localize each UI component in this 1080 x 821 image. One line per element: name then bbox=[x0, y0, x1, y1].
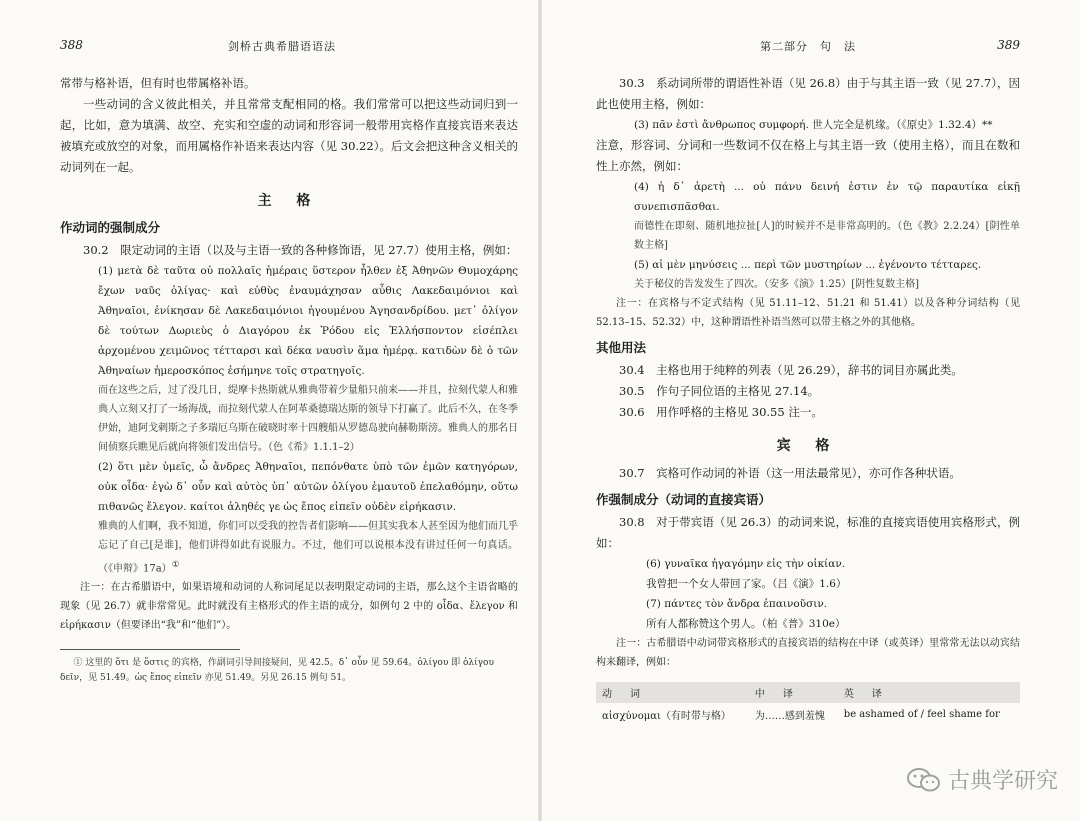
section-30-7: 30.7 宾格可作动词的补语（这一用法最常见），亦可作各种状语。 bbox=[619, 466, 961, 480]
footnote-mark[interactable]: ① bbox=[171, 559, 180, 569]
wechat-icon bbox=[906, 767, 942, 793]
intro-line: 常带与格补语，但有时也带属格补语。 bbox=[60, 76, 256, 90]
watermark bbox=[906, 764, 1058, 795]
example-4-greek: (4) ἡ δ᾽ ἀρετὴ ... οὐ πάνυ δεινή ἐστιν ἐν τῷ παραυτίκα εἰκῇ συνεπισπᾶσθαι. bbox=[634, 181, 1020, 213]
table-cell: 为……感到羞愧 bbox=[754, 711, 825, 722]
right-page-number: 389 bbox=[997, 38, 1020, 52]
example-6-greek: (6) γυναῖκα ἠγαγόμην εἰς τὴν οἰκίαν. bbox=[646, 558, 846, 570]
verb-table bbox=[596, 682, 1020, 726]
example-3: (3) πᾶν ἐστὶ ἄνθρωπος συμφορή. 世人完全是机缘。（《原史》1.32.4）** bbox=[634, 119, 993, 131]
example-2-greek: (2) ὅτι μὲν ὑμεῖς, ὦ ἄνδρες Ἀθηναῖοι, πεπόνθατε ὑπὸ τῶν ἐμῶν κατηγόρων, οὐκ οἶδα· ἐγὼ δ᾽ οὖν καὶ αὐτὸς ὑπ᾽ αὐτῶν ὀλίγου ἐμαυτοῦ ἐπελαθόμην, οὕτω πιθανῶς ἔλεγον. καίτοι ἀληθές γε ὡς ἔπος εἰπεῖν οὐδὲν εἰρήκασιν. bbox=[98, 461, 518, 513]
section-30-8: 30.8 对于带宾语（见 26.3）的动词来说，标准的直接宾语使用宾格形式，例如： bbox=[596, 515, 1020, 550]
left-page-number: 388 bbox=[60, 38, 83, 52]
left-running-head bbox=[60, 38, 518, 56]
watermark-text: 古典学研究 bbox=[947, 769, 1058, 794]
section-30-2: 30.2 限定动词的主语（以及与主语一致的各种修饰语，见 27.7）使用主格，例如： bbox=[83, 243, 518, 257]
heading-nominative: 主 格 bbox=[257, 193, 321, 209]
right-running-title: 第二部分 句 法 bbox=[760, 40, 856, 53]
example-1-chinese: 而在这些之后，过了没几日，缇摩卡热斯就从雅典带着少量船只前来——并且，拉刻代蒙人和雅典人立刻又打了一场海战，而拉刻代蒙人在阿革桑德瑞达斯的领导下打赢了。此后不久，在冬季伊始，迪阿戈剌斯之子多瑞厄乌斯在破晓时率十四艘船从罗德岛驶向赫勒斯滂。雅典人的那名日间侦察兵瞧见后就向将领们发出信号。（色《希》1.1.1–2） bbox=[98, 385, 518, 453]
note-1-left: 注一：在古希腊语中，如果语境和动词的人称词尾足以表明限定动词的主语，那么这个主语省略的现象（见 26.7）就非常常见。此时就没有主格形式的作主语的成分，如例句 2 中的 οἶδα、ἔλεγον 和 εἰρήκασιν（但要译出“我”和“他们”）。 bbox=[60, 582, 518, 632]
table-header: 英 译 bbox=[838, 682, 1020, 703]
example-5-greek: (5) αἱ μὲν μηνύσεις ... περὶ τῶν μυστηρίων ... ἐγένοντο τέτταρες. bbox=[634, 259, 982, 271]
table-cell: be ashamed of / feel shame for bbox=[843, 709, 1000, 720]
section-30-5: 30.5 作句子同位语的主格见 27.14。 bbox=[619, 384, 820, 398]
right-running-head bbox=[596, 38, 1020, 56]
table-cell: αἰσχύνομαι（有时带与格） bbox=[602, 711, 731, 722]
right-page bbox=[540, 0, 1080, 821]
intro-paragraph: 一些动词的含义彼此相关，并且常常支配相同的格。我们常常可以把这些动词归到一起，比如，意为填满、故空、充实和空虚的动词和形容词一般带用宾格作直接宾语来表达被填充或放空的对象，而用属格作补语来表达内容（见 30.22）。后文会把这种含义相关的动词列在一起。 bbox=[60, 97, 518, 174]
table-header: 动 词 bbox=[596, 682, 749, 703]
example-4-chinese: 而德性在即刻、随机地拉扯[人]的时候并不是非常高明的。（色《教》2.2.24）[阴性单数主格] bbox=[634, 221, 1020, 251]
left-running-title: 剑桥古典希腊语语法 bbox=[228, 40, 336, 53]
subheading-other-uses: 其他用法 bbox=[596, 340, 647, 355]
table-row bbox=[596, 703, 1020, 726]
footnote: ① 这里的 ὅτι 是 ὅστις 的宾格，作副词引导间接疑问，见 42.5。δ᾽ οὖν 见 59.64。ὀλίγου 即 ὀλίγου δεῖν，见 51.49。ὡς ἔπος εἰπεῖν 亦见 51.49。另见 26.15 例句 51。 bbox=[60, 658, 494, 684]
example-7-chinese: 所有人都称赞这个男人。（柏《普》310e） bbox=[646, 618, 846, 630]
note-1-right-a: 注一：在宾格与不定式结构（见 51.11–12、51.21 和 51.41）以及各种分词结构（见 52.13–15、52.32）中，这种谓语性补语当然可以带主格之外的其他格。 bbox=[596, 298, 1020, 328]
example-6-chinese: 我曾把一个女人带回了家。（吕《演》1.6） bbox=[646, 578, 847, 590]
agreement-paragraph: 注意，形容词、分词和一些数词不仅在格上与其主语一致（使用主格），而且在数和性上亦然，例如： bbox=[596, 138, 1020, 173]
footnote-rule bbox=[60, 649, 240, 650]
example-7-greek: (7) πάντες τὸν ἄνδρα ἐπαινοῦσιν. bbox=[646, 598, 828, 610]
table-header: 中 译 bbox=[749, 682, 838, 703]
section-30-3: 30.3 系动词所带的谓语性补语（见 26.8）由于与其主语一致（见 27.7），因此也使用主格，例如： bbox=[596, 76, 1020, 111]
example-1-greek: (1) μετὰ δὲ ταῦτα οὐ πολλαῖς ἡμέραις ὕστερον ἦλθεν ἐξ Ἀθηνῶν Θυμοχάρης ἔχων ναῦς ὀλίγας· καὶ εὐθὺς ἐναυμάχησαν αὖθις Λακεδαιμόνιοι καὶ Ἀθηναῖοι, ἐνίκησαν δὲ Λακεδαιμόνιοι ἡγουμένου Ἀγησανδρίδου. μετ᾽ ὀλίγον δὲ τούτων Δωριεὺς ὁ Διαγόρου ἐκ Ῥόδου εἰς Ἑλλήσποντον εἰσέπλει ἀρχομένου χειμῶνος τέτταρσι καὶ δέκα ναυσὶν ἅμα ἡμέρᾳ. κατιδὼν δὲ ὁ τῶν Ἀθηναίων ἡμεροσκόπος ἐσήμηνε τοῖς στρατηγοῖς. bbox=[98, 265, 518, 377]
example-2-chinese: 雅典的人们啊，我不知道，你们可以受我的控告者们影响——但其实我本人甚至因为他们而几乎忘记了自己[是谁]，他们讲得如此有说服力。不过，他们可以说根本没有讲过任何一句真话。（《申辩》17a）① bbox=[98, 521, 518, 575]
section-30-6: 30.6 用作呼格的主格见 30.55 注一。 bbox=[619, 405, 823, 419]
note-1-right-b: 注一：古希腊语中动词带宾格形式的直接宾语的结构在中译（或英译）里常常无法以动宾结构来翻译，例如： bbox=[596, 638, 1020, 668]
subheading-obligatory: 作动词的强制成分 bbox=[60, 220, 161, 235]
heading-accusative: 宾 格 bbox=[776, 438, 840, 454]
example-5-chinese: 关于秘仪的告发发生了四次。（安多《演》1.25）[阴性复数主格] bbox=[634, 279, 920, 290]
table-header-row bbox=[596, 682, 1020, 703]
section-30-4: 30.4 主格也用于纯粹的列表（见 26.29），辞书的词目亦属此类。 bbox=[619, 363, 963, 377]
subheading-direct-object: 作强制成分（动词的直接宾语） bbox=[596, 492, 772, 507]
